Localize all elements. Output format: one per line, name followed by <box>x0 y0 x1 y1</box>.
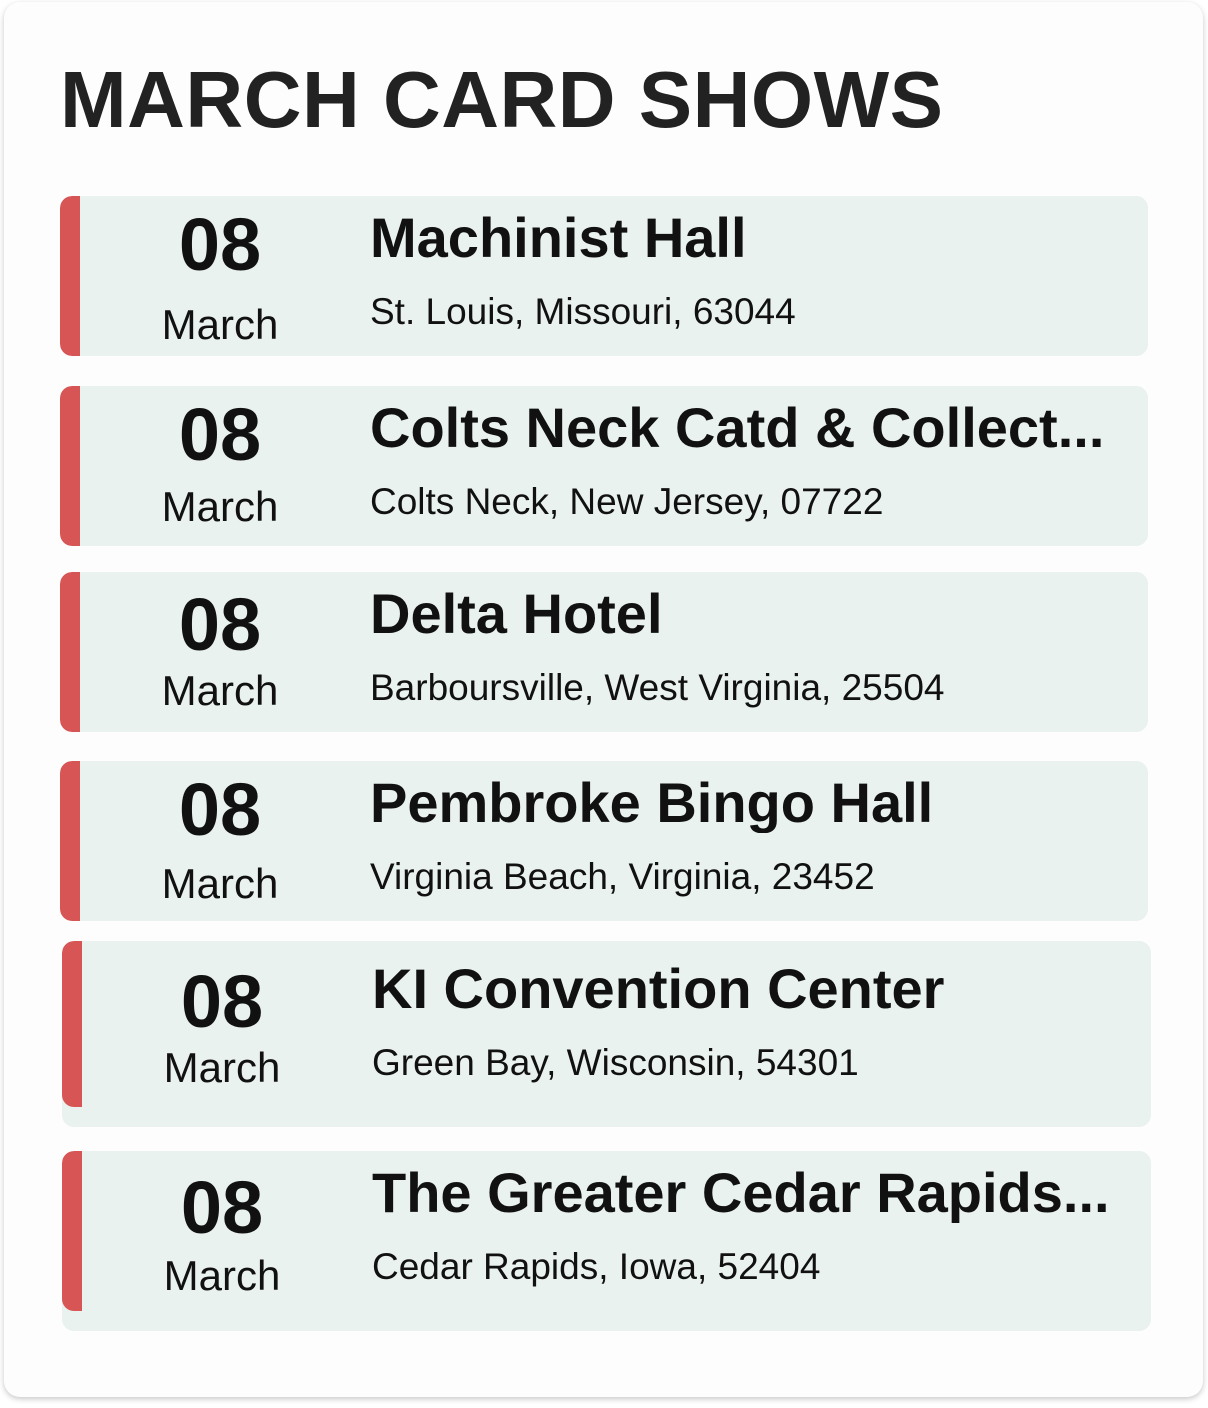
show-day: 08 <box>180 960 264 1043</box>
venue-location: Cedar Rapids, Iowa, 52404 <box>372 1247 821 1287</box>
show-month: March <box>163 1252 281 1299</box>
show-month: March <box>161 483 279 530</box>
venue-name: Pembroke Bingo Hall <box>370 773 934 833</box>
show-item-4[interactable] <box>62 941 1151 1127</box>
date-accent-bar <box>60 196 80 356</box>
show-item-5[interactable] <box>62 1151 1151 1331</box>
show-month: March <box>163 1044 281 1091</box>
show-item-3[interactable] <box>60 761 1148 921</box>
card-shows-panel <box>4 2 1203 1397</box>
show-day: 08 <box>178 583 262 666</box>
venue-location: Barboursville, West Virginia, 25504 <box>370 668 945 708</box>
show-day: 08 <box>180 1166 264 1249</box>
show-day: 08 <box>178 768 262 851</box>
show-day: 08 <box>178 393 262 476</box>
show-day: 08 <box>178 203 262 286</box>
date-accent-bar <box>60 572 80 732</box>
venue-location: Green Bay, Wisconsin, 54301 <box>372 1043 859 1083</box>
page-title: MARCH CARD SHOWS <box>60 55 944 144</box>
show-month: March <box>161 301 279 348</box>
show-item-0[interactable] <box>60 196 1148 356</box>
venue-location: Virginia Beach, Virginia, 23452 <box>370 857 875 897</box>
show-item-2[interactable] <box>60 572 1148 732</box>
venue-name: Colts Neck Catd & Collect... <box>370 398 1105 458</box>
date-accent-bar <box>60 386 80 546</box>
venue-location: St. Louis, Missouri, 63044 <box>370 292 796 332</box>
show-month: March <box>161 667 279 714</box>
venue-name: Delta Hotel <box>370 584 663 644</box>
date-accent-bar <box>60 761 80 921</box>
venue-name: Machinist Hall <box>370 208 747 268</box>
venue-name: KI Convention Center <box>372 959 945 1019</box>
show-item-1[interactable] <box>60 386 1148 546</box>
venue-name: The Greater Cedar Rapids... <box>372 1163 1110 1223</box>
venue-location: Colts Neck, New Jersey, 07722 <box>370 482 884 522</box>
date-accent-bar <box>62 941 82 1107</box>
date-accent-bar <box>62 1151 82 1311</box>
show-month: March <box>161 860 279 907</box>
